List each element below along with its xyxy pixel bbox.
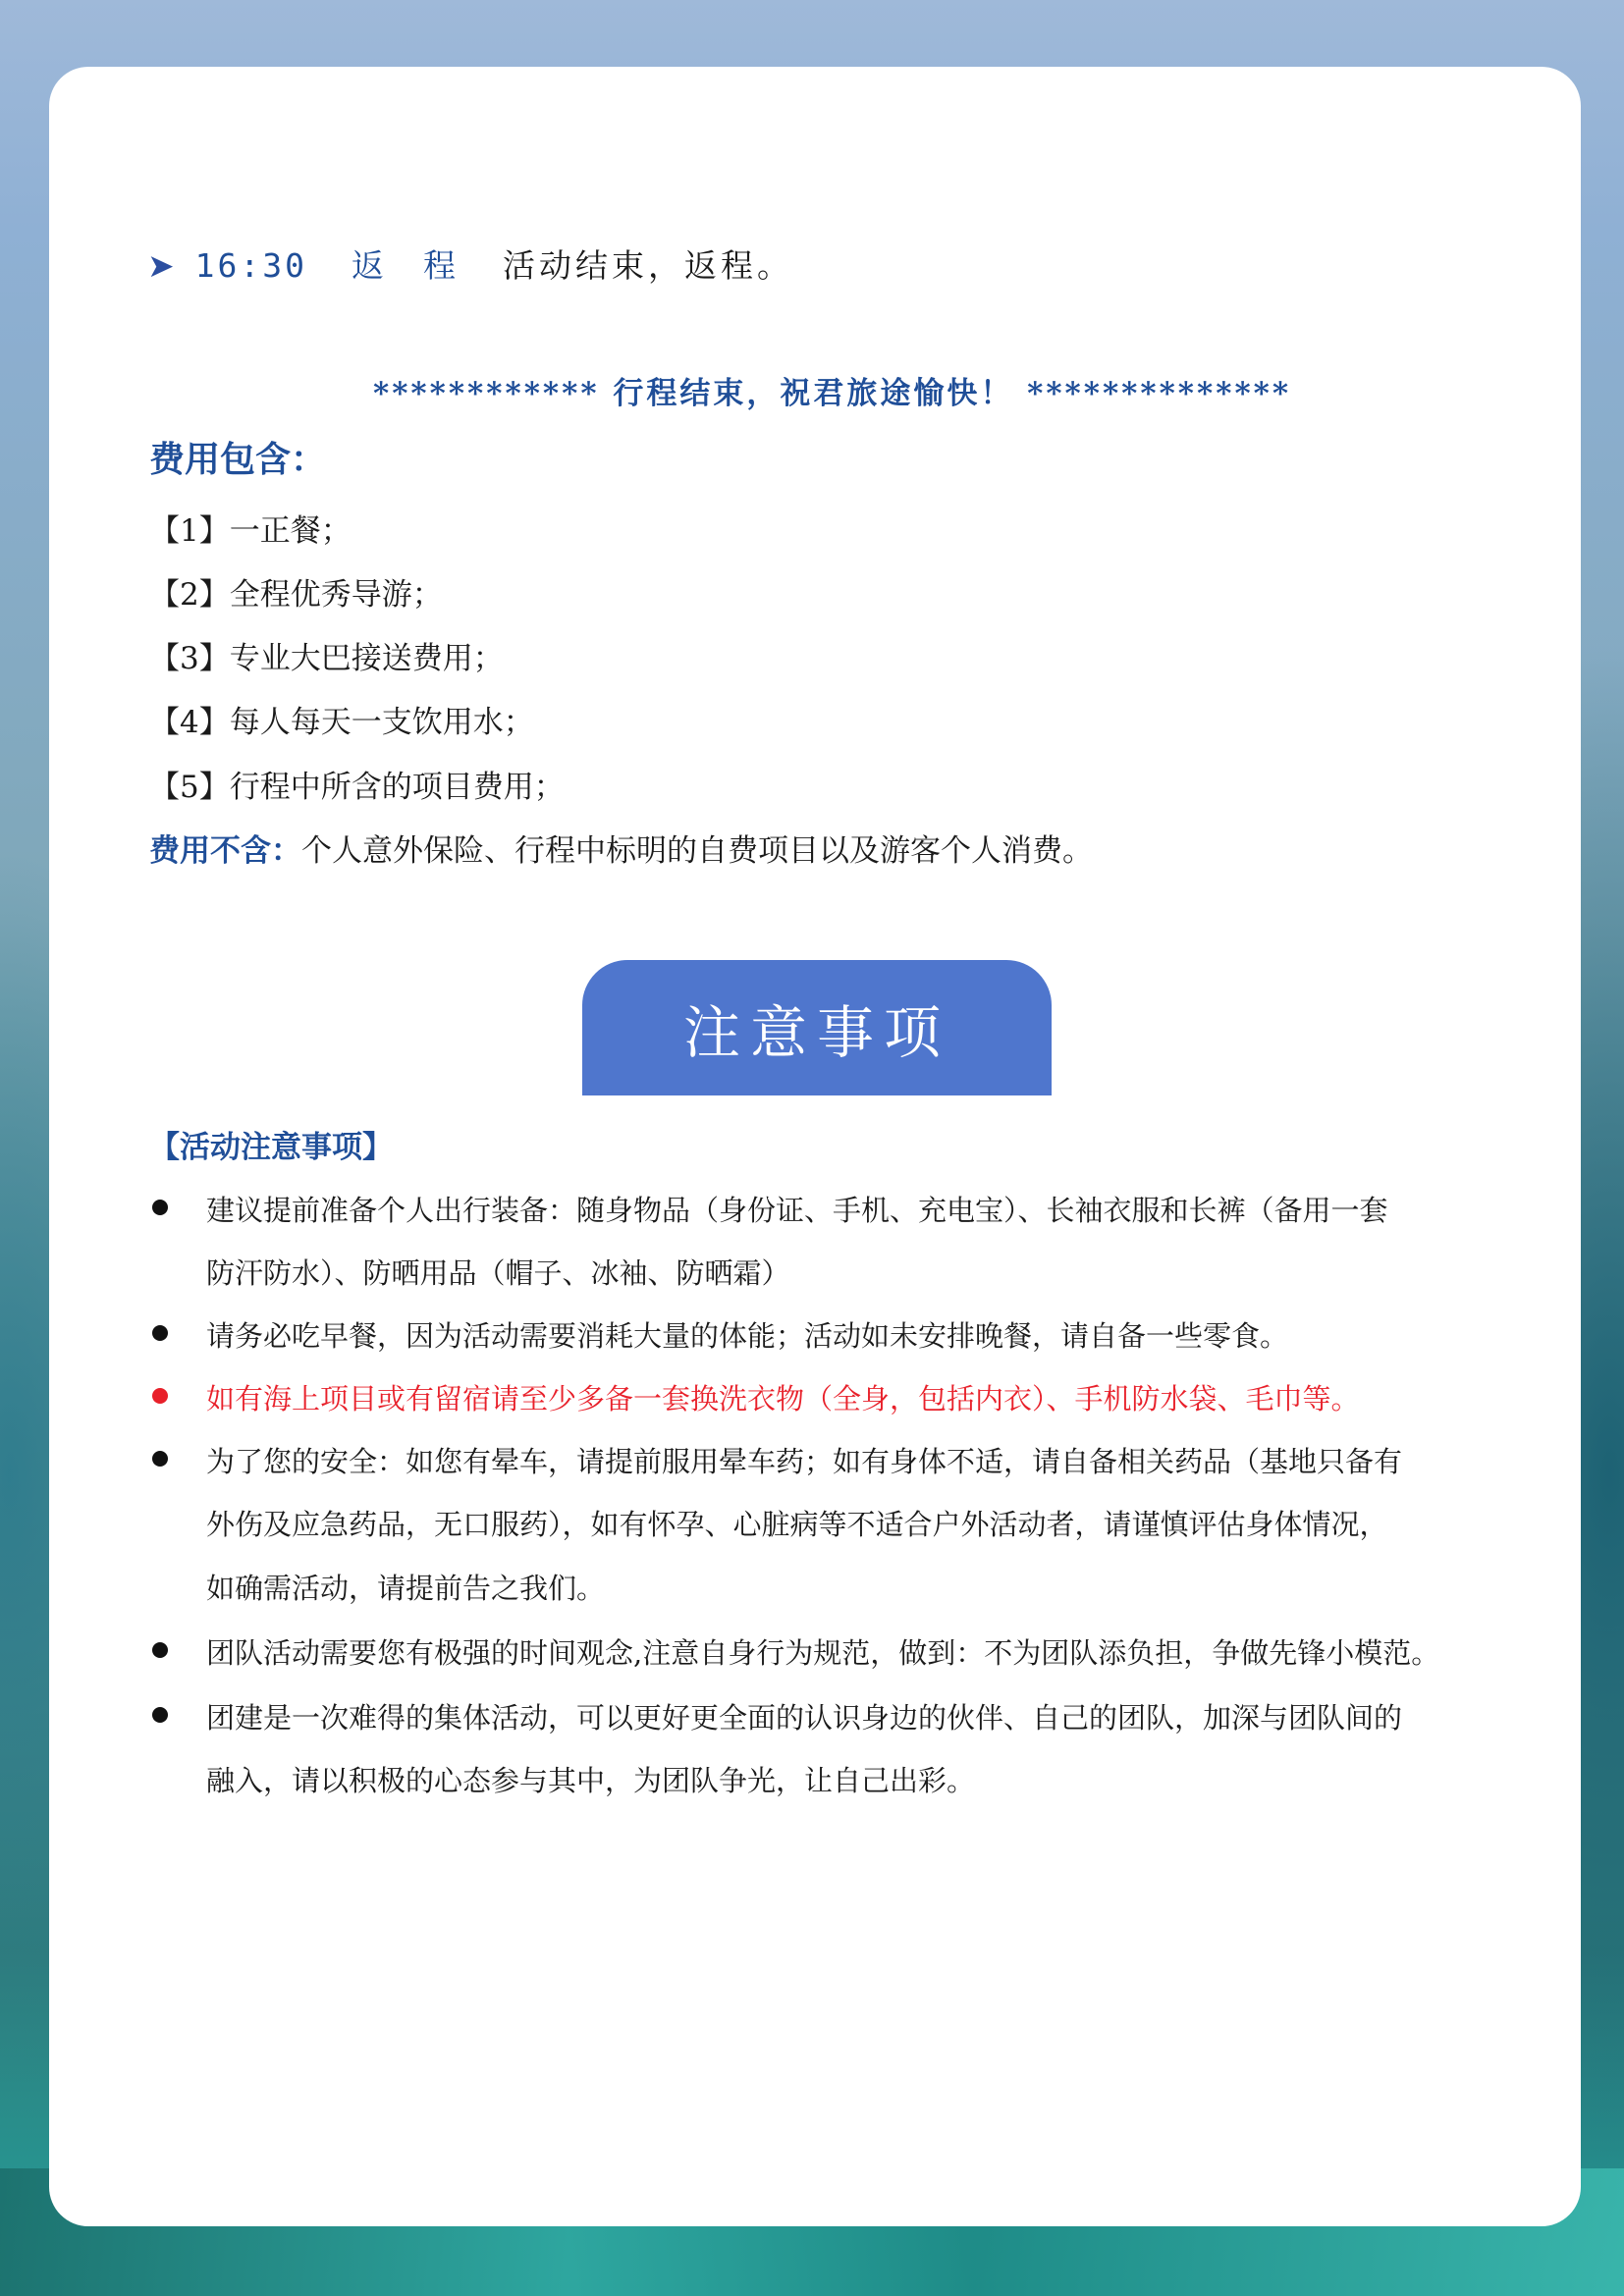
note-line-warning: 如有海上项目或有留宿请至少多备一套换洗衣物（全身，包括内衣）、手机防水袋、毛巾等。	[206, 1382, 1360, 1415]
note-line: 团建是一次难得的集体活动，可以更好更全面的认识身边的伙伴、自己的团队，加深与团队间的	[206, 1701, 1403, 1735]
fees-excluded-text: 个人意外保险、行程中标明的自费项目以及游客个人消费。	[301, 833, 1093, 869]
fees-included-title: 费用包含：	[149, 440, 327, 480]
note-line: 请务必吃早餐，因为活动需要消耗大量的体能；活动如未安排晚餐，请自备一些零食。	[206, 1319, 1289, 1353]
schedule-activity: 返程	[352, 246, 495, 285]
fee-item: 【4】每人每天一支饮用水；	[149, 705, 534, 740]
note-line: 建议提前准备个人出行装备：随身物品（身份证、手机、充电宝）、长袖衣服和长裤（备用一套	[206, 1194, 1388, 1227]
notice-banner-title: 注意事项	[682, 999, 950, 1066]
fee-item: 【3】专业大巴接送费用；	[149, 641, 504, 676]
activity-notes-title: 【活动注意事项】	[149, 1130, 393, 1165]
schedule-description: 活动结束，返程。	[503, 246, 793, 285]
fee-item: 【2】全程优秀导游；	[149, 577, 443, 613]
fees-excluded-label: 费用不含：	[149, 833, 301, 869]
notice-banner	[582, 960, 1052, 1095]
fees-excluded	[149, 826, 1093, 870]
note-line: 如确需活动，请提前告之我们。	[206, 1572, 606, 1605]
arrow-icon: ➤	[147, 246, 178, 285]
note-line: 为了您的安全：如您有晕车，请提前服用晕车药；如有身体不适，请自备相关药品（基地只备有	[206, 1445, 1403, 1478]
trip-end-banner: ************ 行程结束，祝君旅途愉快！ **************	[373, 376, 1292, 411]
bullet-icon	[152, 1200, 168, 1215]
bullet-icon	[152, 1707, 168, 1723]
schedule-row	[147, 240, 793, 287]
bullet-icon	[152, 1325, 168, 1341]
bullet-icon	[152, 1642, 168, 1658]
schedule-time: 16:30	[194, 246, 307, 285]
fee-item: 【1】一正餐；	[149, 513, 352, 549]
fee-item: 【5】行程中所含的项目费用；	[149, 770, 565, 805]
note-line: 外伤及应急药品，无口服药），如有怀孕、心脏病等不适合户外活动者，请谨慎评估身体情况，	[206, 1508, 1388, 1541]
bullet-icon	[152, 1451, 168, 1467]
note-line: 防汗防水）、防晒用品（帽子、冰袖、防晒霜）	[206, 1256, 790, 1290]
note-line: 团队活动需要您有极强的时间观念,注意自身行为规范，做到：不为团队添负担，争做先锋小模范。	[206, 1636, 1440, 1670]
bullet-icon	[152, 1388, 168, 1404]
note-line: 融入，请以积极的心态参与其中，为团队争光，让自己出彩。	[206, 1764, 976, 1797]
